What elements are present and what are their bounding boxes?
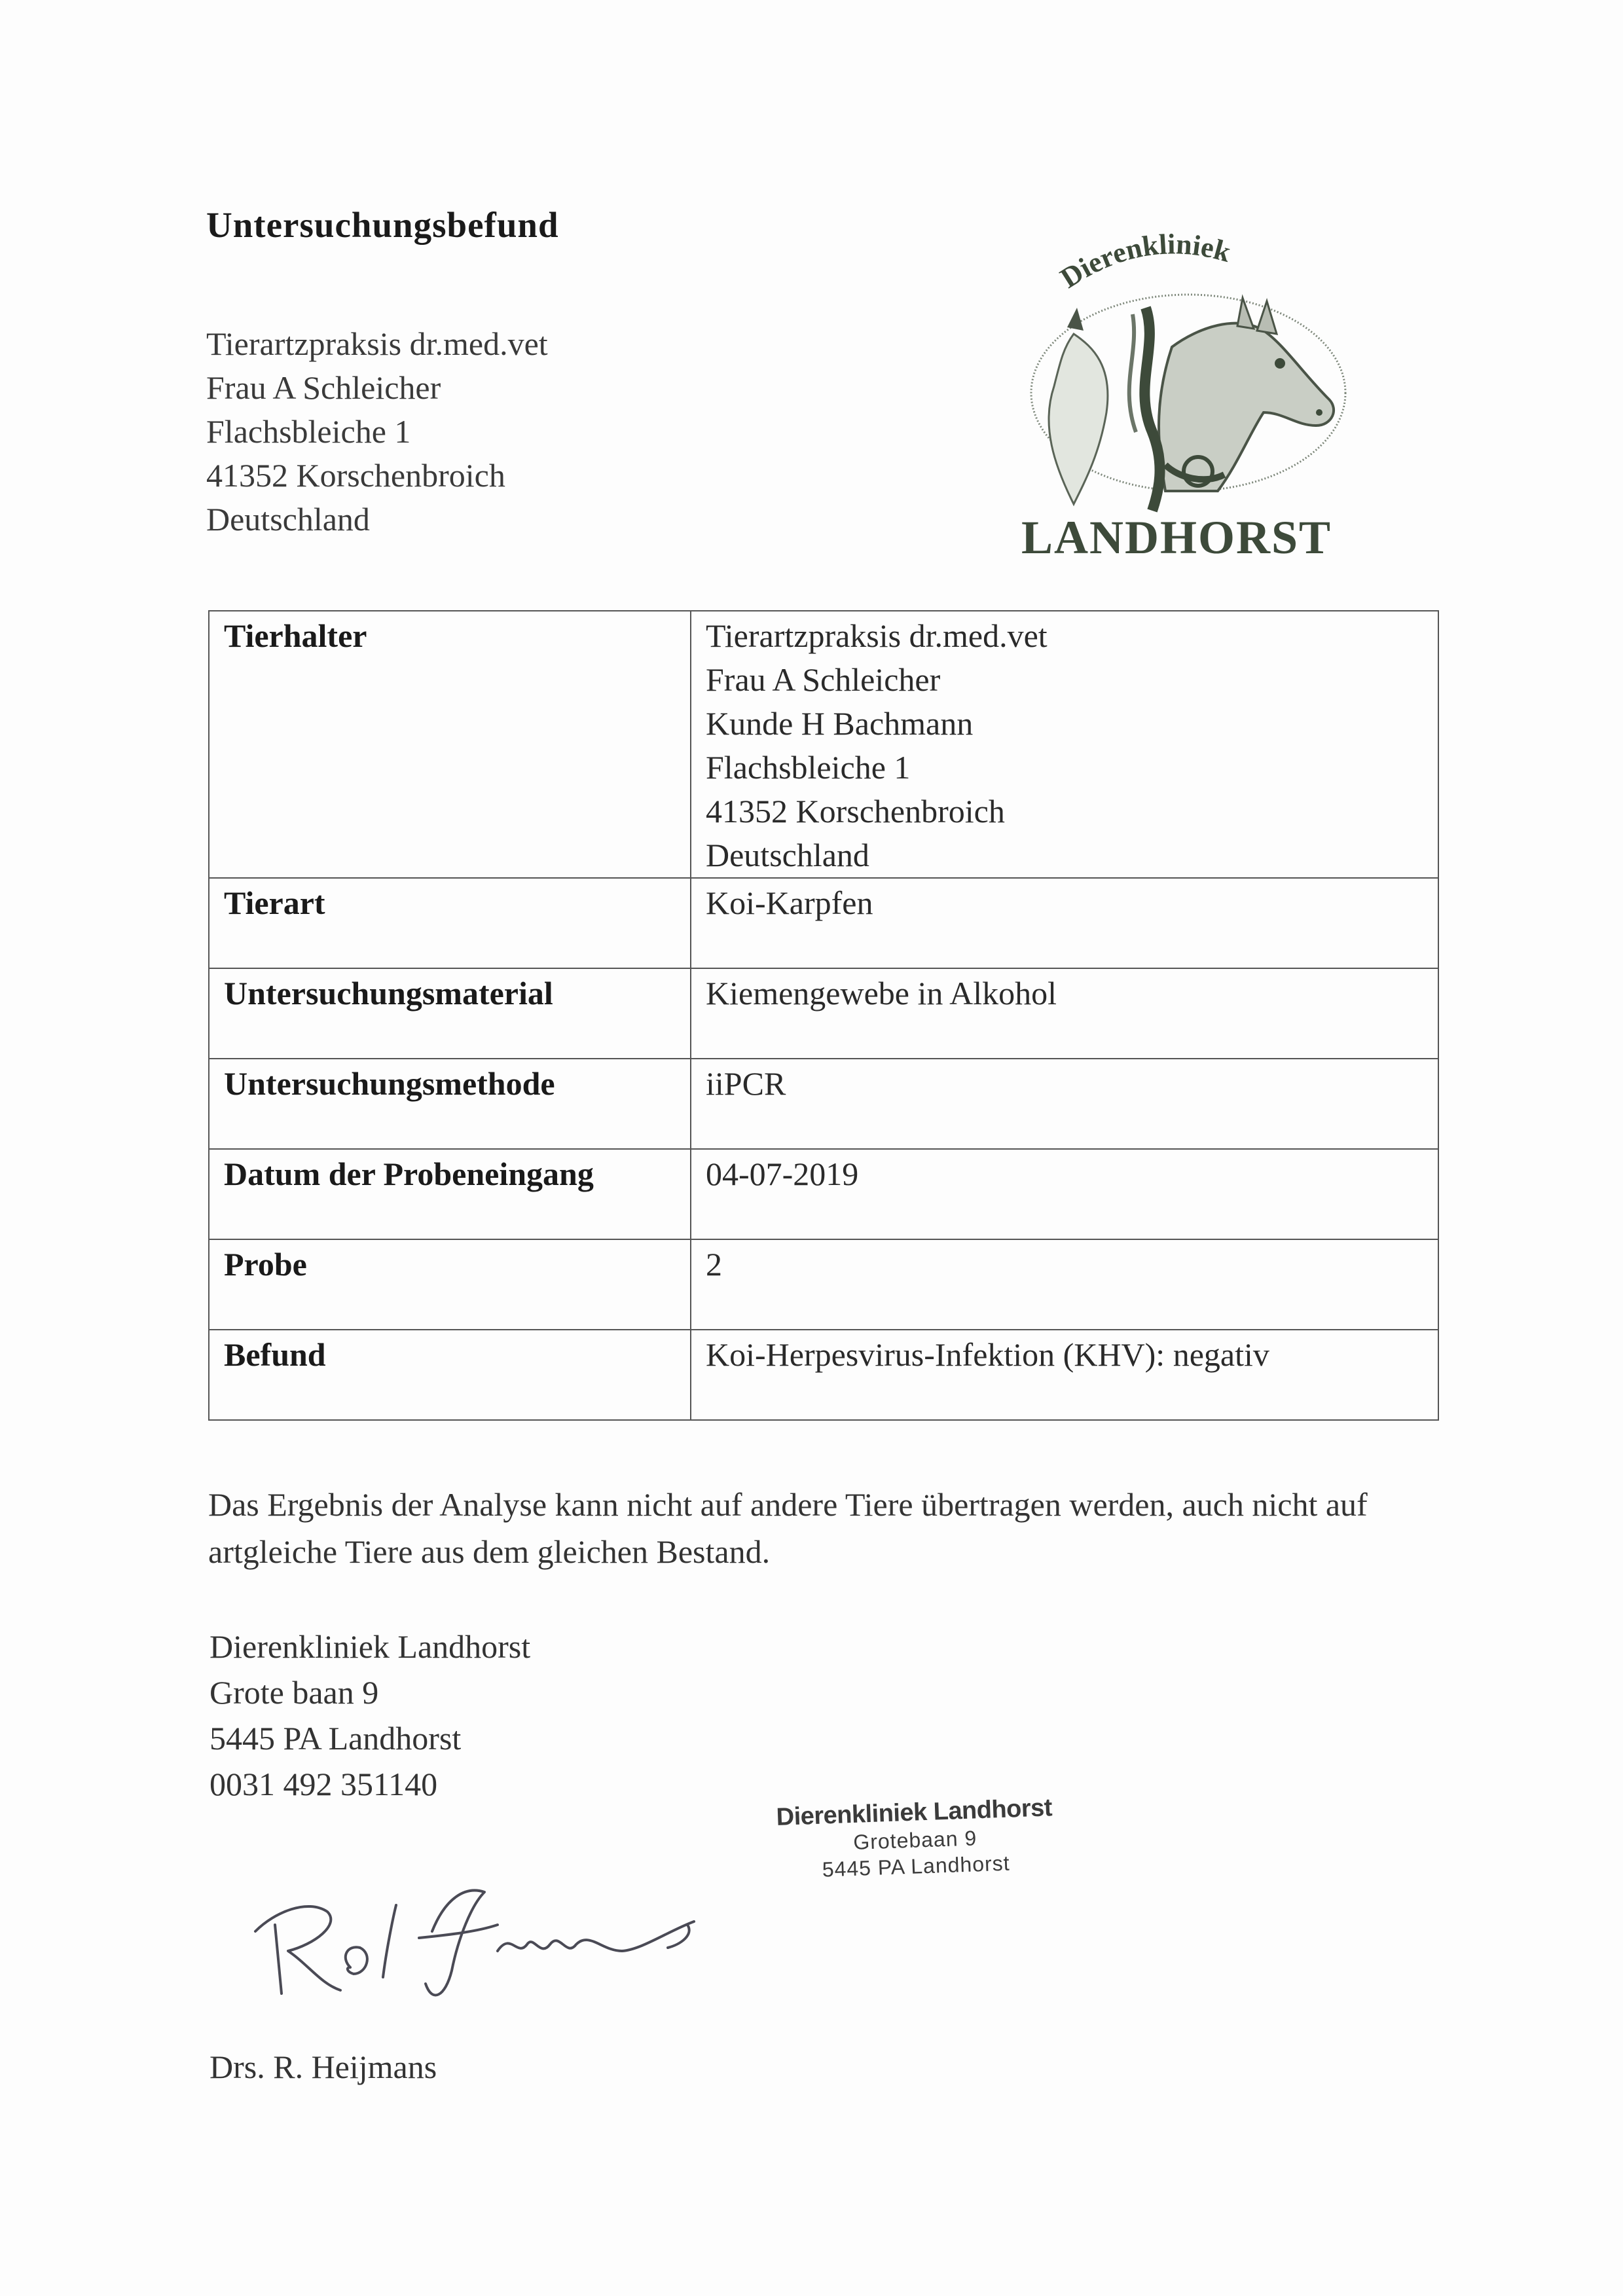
value-line: 41352 Korschenbroich xyxy=(706,793,1005,829)
footer-line: Dierenkliniek Landhorst xyxy=(210,1628,531,1665)
value-line: Deutschland xyxy=(706,837,869,873)
row-label: Tierart xyxy=(209,878,691,968)
address-line: Tierartzpraksis dr.med.vet xyxy=(206,325,548,362)
table-row xyxy=(209,611,1438,878)
table-row xyxy=(209,968,1438,1059)
row-label: Tierhalter xyxy=(209,611,691,878)
value-line: Koi-Karpfen xyxy=(706,884,873,921)
address-line: 41352 Korschenbroich xyxy=(206,457,505,494)
logo-bottom-text: LANDHORST xyxy=(1021,511,1332,563)
value-line: Tierartzpraksis dr.med.vet xyxy=(706,617,1048,654)
table-row xyxy=(209,1149,1438,1239)
handwritten-signature xyxy=(236,1853,720,2003)
address-line: Flachsbleiche 1 xyxy=(206,413,411,450)
row-value xyxy=(691,1149,1438,1239)
row-label: Befund xyxy=(209,1330,691,1420)
stamp-line: Grotebaan 9 xyxy=(852,1826,977,1854)
findings-table xyxy=(208,610,1439,1421)
clinic-stamp xyxy=(776,1794,1054,1884)
stamp-line: Dierenkliniek Landhorst xyxy=(776,1794,1053,1831)
value-line: 04-07-2019 xyxy=(706,1156,859,1192)
table-row xyxy=(209,878,1438,968)
row-value xyxy=(691,1239,1438,1330)
table-row xyxy=(209,1330,1438,1420)
svg-text:Dierenkliniek xyxy=(1055,228,1235,294)
footer-line: 5445 PA Landhorst xyxy=(210,1720,462,1757)
row-label: Untersuchungsmaterial xyxy=(209,968,691,1059)
row-value xyxy=(691,1059,1438,1149)
value-line: Kunde H Bachmann xyxy=(706,705,974,742)
table-row xyxy=(209,1059,1438,1149)
logo-top-text: Dierenkliniek xyxy=(1054,228,1235,295)
disclaimer-note: Das Ergebnis der Analyse kann nicht auf andere Tiere übertragen werden, auch nicht auf artgleiche Tiere aus dem gleichen Bestand. xyxy=(208,1486,1368,1570)
table-row xyxy=(209,1239,1438,1330)
value-line: Koi-Herpesvirus-Infektion (KHV): negativ xyxy=(706,1336,1269,1373)
address-line: Frau A Schleicher xyxy=(206,369,441,406)
address-line: Deutschland xyxy=(206,501,370,538)
row-label: Datum der Probeneingang xyxy=(209,1149,691,1239)
signer-name: Drs. R. Heijmans xyxy=(210,2049,437,2085)
row-value xyxy=(691,968,1438,1059)
value-line: Flachsbleiche 1 xyxy=(706,749,911,786)
row-label: Probe xyxy=(209,1239,691,1330)
row-value xyxy=(691,1330,1438,1420)
value-line: iiPCR xyxy=(706,1065,786,1102)
clinic-address xyxy=(210,1624,530,1807)
value-line: Kiemengewebe in Alkohol xyxy=(706,975,1057,1011)
row-label: Untersuchungsmethode xyxy=(209,1059,691,1149)
document-title: Untersuchungsbefund xyxy=(206,205,559,245)
footer-line: Grote baan 9 xyxy=(210,1674,379,1711)
value-line: Frau A Schleicher xyxy=(706,661,941,698)
stamp-line: 5445 PA Landhorst xyxy=(822,1851,1011,1882)
footer-line: 0031 492 351140 xyxy=(210,1766,438,1802)
row-value xyxy=(691,878,1438,968)
row-value xyxy=(691,611,1438,878)
recipient-address xyxy=(206,322,548,541)
clinic-logo xyxy=(1002,216,1368,563)
value-line: 2 xyxy=(706,1246,722,1283)
